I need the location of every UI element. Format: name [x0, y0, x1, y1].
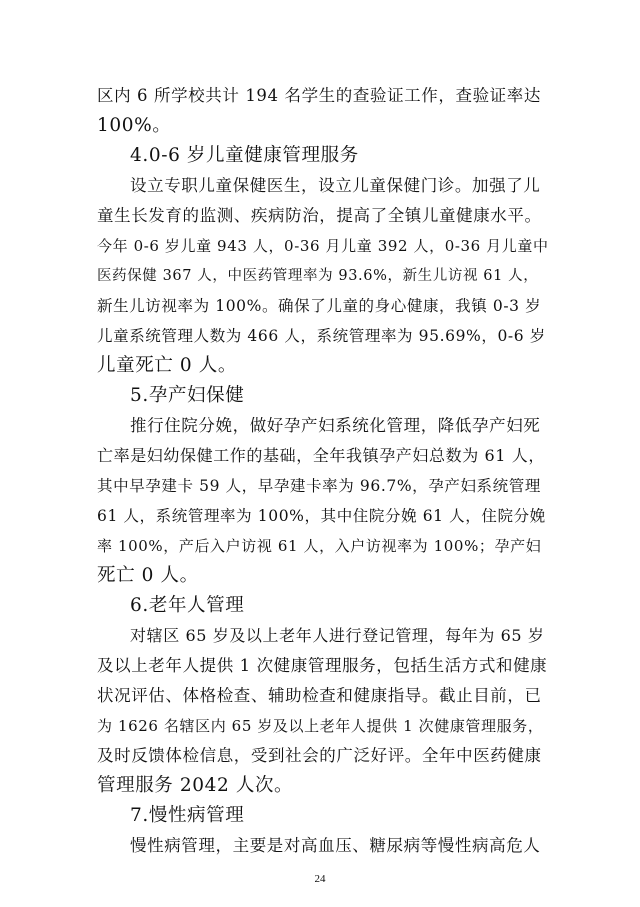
- body-text-line: 及以上老年人提供 1 次健康管理服务，包括生活方式和健康: [97, 656, 548, 675]
- section-heading: 7.慢性病管理: [130, 805, 245, 826]
- body-text-line: 区内 6 所学校共计 194 名学生的查验证工作，查验证率达: [97, 86, 541, 105]
- body-text-line: 儿童死亡 0 人。: [97, 355, 237, 376]
- body-text-line: 儿童系统管理人数为 466 人，系统管理率为 95.69%，0-6 岁: [97, 327, 546, 345]
- section-heading: 5.孕产妇保健: [130, 385, 245, 406]
- body-text-line: 状况评估、体格检查、辅助检查和健康指导。截止目前，已: [97, 686, 542, 705]
- body-text-line: 童生长发育的监测、疾病防治，提高了全镇儿童健康水平。: [97, 206, 542, 225]
- page-number: 24: [314, 873, 326, 885]
- section-heading: 4.0-6 岁儿童健康管理服务: [130, 145, 359, 166]
- body-text-line: 亡率是妇幼保健工作的基础，全年我镇孕产妇总数为 61 人，: [97, 446, 545, 465]
- body-text-line: 率 100%，产后入户访视 61 人，入户访视率为 100%；孕产妇: [97, 537, 542, 555]
- body-text-line: 为 1626 名辖区内 65 岁及以上老年人提供 1 次健康管理服务，: [97, 717, 544, 735]
- body-text-line: 61 人，系统管理率为 100%，其中住院分娩 61 人，住院分娩: [97, 507, 546, 525]
- body-text-line: 新生儿访视率为 100%。确保了儿童的身心健康，我镇 0-3 岁: [97, 297, 542, 315]
- body-text-line: 及时反馈体检信息，受到社会的广泛好评。全年中医药健康: [97, 746, 542, 765]
- body-text-line: 推行住院分娩，做好孕产妇系统化管理，降低孕产妇死: [130, 416, 541, 435]
- body-text-line: 设立专职儿童保健医生，设立儿童保健门诊。加强了儿: [130, 176, 541, 195]
- body-text-line: 管理服务 2042 人次。: [97, 775, 294, 796]
- body-text-line: 其中早孕建卡 59 人，早孕建卡率为 96.7%，孕产妇系统管理: [97, 477, 541, 495]
- body-text-line: 死亡 0 人。: [97, 565, 199, 586]
- body-text-line: 对辖区 65 岁及以上老年人进行登记管理，每年为 65 岁: [130, 626, 545, 645]
- body-text-line: 今年 0-6 岁儿童 943 人，0-36 月儿童 392 人，0-36 月儿童中: [97, 237, 549, 255]
- section-heading: 6.老年人管理: [130, 595, 245, 616]
- body-text-line: 医药保健 367 人，中医药管理率为 93.6%，新生儿访视 61 人，: [97, 268, 539, 284]
- body-text-line: 100%。: [97, 115, 172, 136]
- body-text-line: 慢性病管理，主要是对高血压、糖尿病等慢性病高危人: [130, 836, 541, 855]
